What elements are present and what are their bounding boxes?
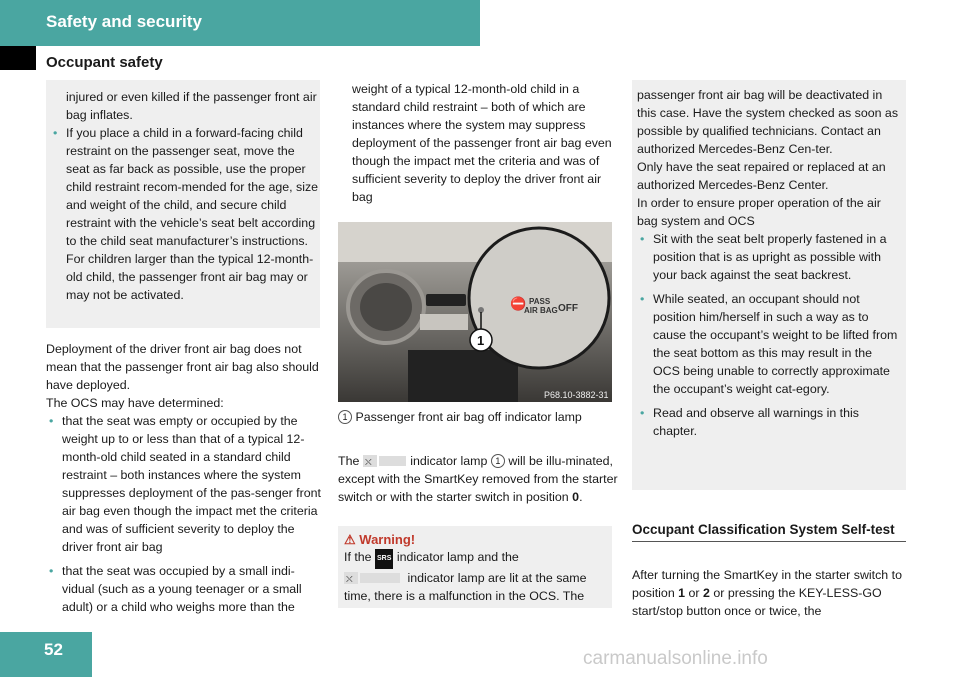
svg-text:⛔: ⛔ <box>510 297 527 312</box>
child-restraint-note <box>46 80 320 328</box>
note-bullet-text: If you place a child in a forward-facing child restraint on the passenger seat, move the seat as far back as possible, use the proper child restraint recom-mended for the age, size and weight of the child, and secure child restraint with the vehicle’s seat belt according to the child seat manufacturer’s instructions. For children larger than the typical 12-month-old child, the passenger front air bag may or may not be activated. <box>66 126 319 302</box>
lamp-pass-label: PASS <box>529 297 551 306</box>
lamp-airbag-label: AIR BAG <box>524 306 558 315</box>
section-tab <box>0 46 36 70</box>
position-1: 1 <box>678 586 686 600</box>
passenger-airbag-off-icon <box>363 455 407 467</box>
passenger-airbag-off-icon <box>344 572 404 584</box>
list-item <box>637 230 902 284</box>
indicator-lamp-photo <box>338 222 612 402</box>
indicator-paragraph: The ⛌ indicator lamp 1 will be illu-minated, except with the SmartKey removed from the starter switch or with the starter switch in position 0. <box>338 454 618 504</box>
column-2-top-text <box>352 80 616 206</box>
repair-paragraph: Only have the seat repaired or replaced at an authorized Mercedes-Benz Center. <box>637 160 886 192</box>
text-segment: indicator lamp <box>410 454 488 468</box>
callout-number: 1 <box>338 410 352 424</box>
note-bullet <box>50 124 320 304</box>
subsection-title: Occupant safety <box>46 54 163 71</box>
page-number: 52 <box>44 640 63 659</box>
list-item <box>637 290 902 398</box>
bullet-dot: • <box>640 292 645 306</box>
text-segment: After turning the SmartKey in the starter switch to position <box>632 568 902 600</box>
list-item-text: While seated, an occupant should not position him/herself in such a way as to cause the occupant’s weight to be lifted from the seat bottom as this may result in the OCS being unable to correctly approximate the occupant’s weight cat-egory. <box>653 292 898 396</box>
svg-text:⛌: ⛌ <box>364 458 372 467</box>
callout-number: 1 <box>491 454 505 468</box>
deactivated-paragraph: passenger front air bag will be deactivated in this case. Have the system checked as soon as possible by qualified technicians. Contact an authorized Mercedes-Benz Cen-ter. <box>637 88 899 156</box>
photo-code: P68.10-3882-31 <box>544 390 609 400</box>
list-item-text: Read and observe all warnings in this chapter. <box>653 406 859 438</box>
self-test-paragraph <box>632 566 908 620</box>
text-segment: or <box>688 586 700 600</box>
warning-text <box>344 548 606 605</box>
text-segment: indicator lamp and the <box>396 550 519 564</box>
note-intro: injured or even killed if the passenger front air bag inflates. <box>66 90 317 122</box>
switch-position: 0 <box>572 490 580 504</box>
svg-text:⛌: ⛌ <box>346 575 353 584</box>
ocs-determined-paragraph: The OCS may have determined: <box>46 396 224 410</box>
section-title: Safety and security <box>46 12 202 31</box>
list-item-text: that the seat was occupied by a small indi-vidual (such as a young teenager or a small adult) or a child who weighs more than the <box>62 564 302 614</box>
watermark: carmanualsonline.info <box>583 648 768 669</box>
bullet-dot: • <box>640 232 645 246</box>
lamp-off-label: OFF <box>558 303 578 314</box>
bullet-dot: • <box>49 414 54 428</box>
text-segment: will be illu-minated, except with the SmartKey removed from the starter switch or with the starter switch in position <box>338 454 618 504</box>
list-item-text: Sit with the seat belt properly fastened in a position that is as upright as possible with your back against the seat backrest. <box>653 232 887 282</box>
list-item <box>46 562 322 616</box>
warning-heading <box>344 532 606 548</box>
list-item-text: that the seat was empty or occupied by the weight up to or less than that of a typical 12-month-old child seated in a standard child restraint – both instances where the system suppresses deployment of the pas-senger front air bag even though the impact met the criteria and was of sufficient severity to deploy the driver front air bag <box>62 414 321 554</box>
ocs-operation-box <box>632 80 906 490</box>
ensure-paragraph: In order to ensure proper operation of the air bag system and OCS <box>637 196 881 228</box>
bullet-dot: • <box>53 126 58 140</box>
text-segment: indicator lamp are lit at the same time, there is a malfunction in the OCS. The <box>344 571 587 603</box>
column-1-text <box>46 340 322 622</box>
text-segment: If the <box>344 550 372 564</box>
warning-box <box>338 526 612 608</box>
list-item <box>637 404 902 440</box>
position-2: 2 <box>703 586 710 600</box>
srs-icon: SRS <box>375 549 393 569</box>
text-segment: The <box>338 454 360 468</box>
callout-1: 1 <box>477 333 485 348</box>
photo-caption <box>338 408 618 426</box>
text-segment: or pressing the KEY-LESS-GO start/stop button once or twice, the <box>632 586 882 618</box>
continued-paragraph: weight of a typical 12-month-old child in a standard child restraint – both of which are instances where the system may suppress deployment of the passenger front air bag even though the impact met the criteria and was of sufficient severity to deploy the driver front air bag <box>352 82 612 204</box>
bullet-dot: • <box>49 564 54 578</box>
caption-text: Passenger front air bag off indicator lamp <box>355 410 582 424</box>
list-item <box>46 412 322 556</box>
driver-airbag-paragraph: Deployment of the driver front air bag does not mean that the passenger front air bag also should have deployed. <box>46 342 319 392</box>
warning-triangle-icon: ⚠ <box>344 532 356 547</box>
warning-title: Warning! <box>359 532 416 547</box>
self-test-heading: Occupant Classification System Self-test <box>632 521 906 542</box>
dashboard-illustration <box>338 222 612 402</box>
bullet-dot: • <box>640 406 645 420</box>
